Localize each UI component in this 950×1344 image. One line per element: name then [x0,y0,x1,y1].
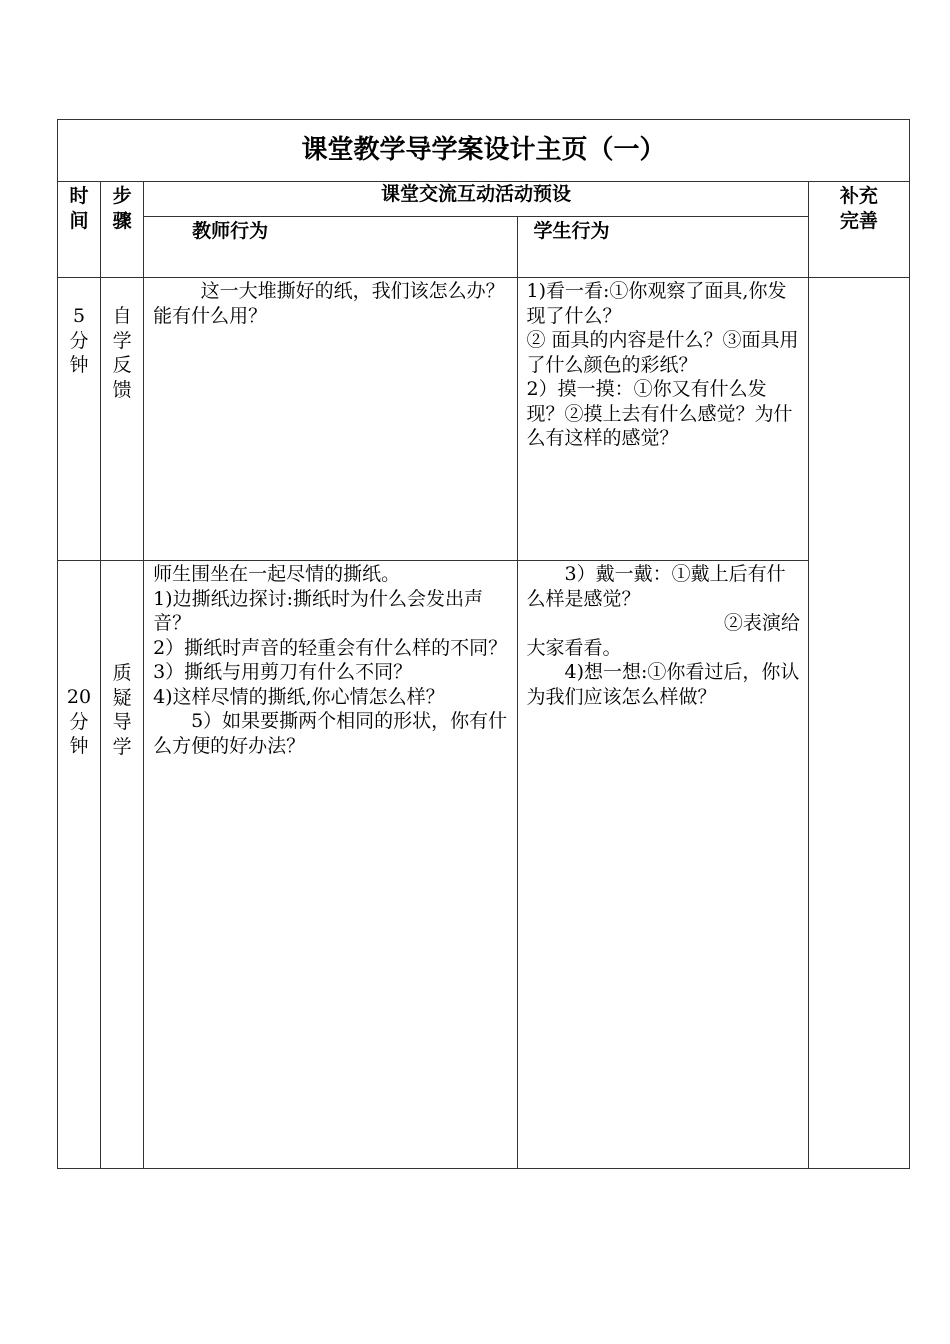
row-step: 质 疑 导 学 [101,561,144,1169]
student-behavior: 3）戴一戴：①戴上后有什么样是感觉？ ②表演给 大家看看。 4)想一想:①你看过后，你认为我们应该怎么样做？ [517,561,808,1169]
header-step: 步 骤 [101,182,144,278]
lesson-plan-table [57,119,910,1169]
header-activity: 课堂交流互动活动预设 [144,182,809,217]
header-extra: 补充 完善 [808,182,909,278]
supplement-cell [808,278,909,1169]
table-row [58,561,910,1169]
student-behavior: 1)看一看:①你观察了面具,你发现了什么？ ② 面具的内容是什么？③面具用了什么颜色的彩纸？ 2）摸一摸：①你又有什么发现？②摸上去有什么感觉？为什么有这样的感觉？ [517,278,808,561]
table-row [58,278,910,561]
row-time: 20 分 钟 [58,561,101,1169]
header-teacher: 教师行为 [144,217,517,278]
row-step: 自 学 反 馈 [101,278,144,561]
teacher-behavior: 师生围坐在一起尽情的撕纸。 1)边撕纸边探讨:撕纸时为什么会发出声音？ 2）撕纸时声音的轻重会有什么样的不同？ 3）撕纸与用剪刀有什么不同？ 4)这样尽情的撕纸,你心情怎么样？ 5）如果要撕两个相同的形状，你有什么方便的好办法？ [144,561,517,1169]
page-title: 课堂教学导学案设计主页（一） [58,120,910,182]
teacher-behavior: 这一大堆撕好的纸，我们该怎么办？能有什么用？ [144,278,517,561]
header-time: 时 间 [58,182,101,278]
header-student: 学生行为 [517,217,808,278]
row-time: 5 分 钟 [58,278,101,561]
